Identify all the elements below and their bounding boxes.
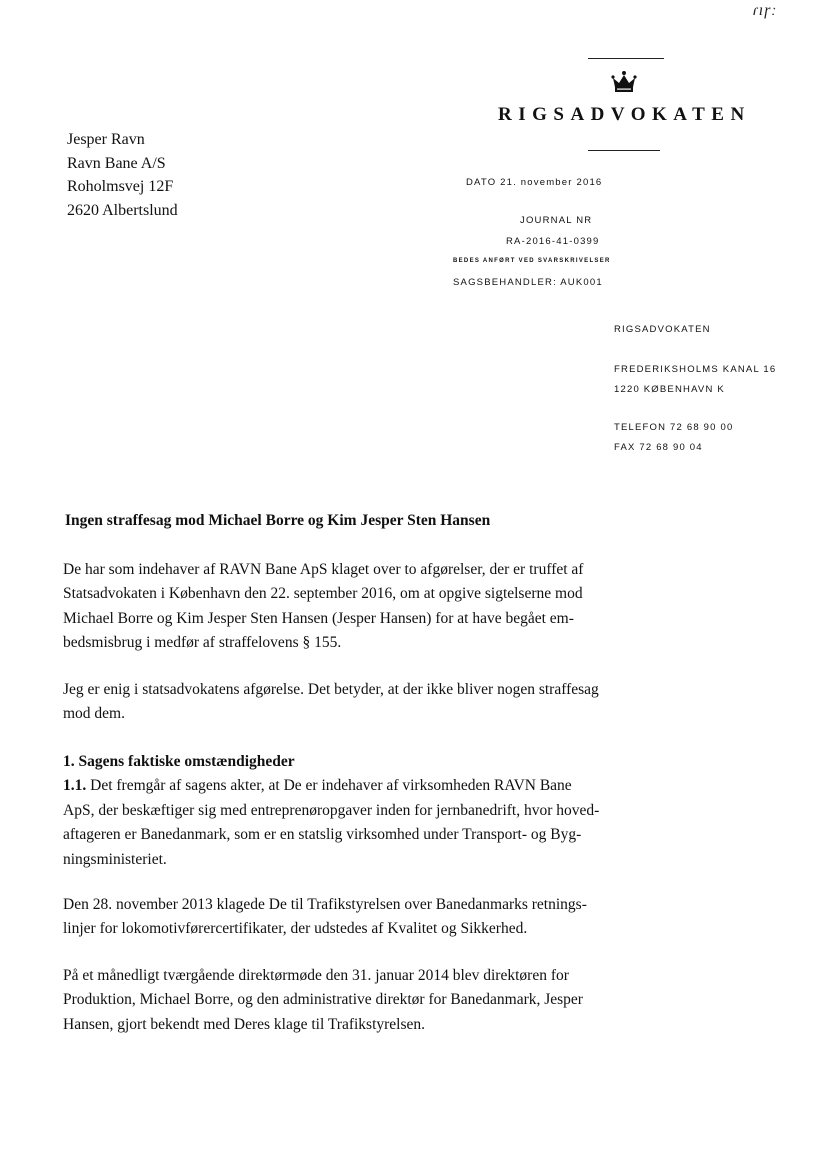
office-phone: TELEFON 72 68 90 00 [614, 422, 734, 433]
office-city: 1220 KØBENHAVN K [614, 384, 725, 395]
paragraph-meeting [63, 964, 598, 1037]
recipient-city: 2620 Albertslund [67, 201, 178, 219]
letter-date: DATO 21. november 2016 [466, 177, 603, 188]
paragraph-complaint [63, 558, 598, 656]
journal-number: RA-2016-41-0399 [506, 236, 600, 247]
letterhead-rule-top [588, 58, 664, 59]
office-fax: FAX 72 68 90 04 [614, 442, 703, 453]
letter-subject: Ingen straffesag mod Michael Borre og Kim Jesper Sten Hansen [65, 512, 491, 529]
recipient-street: Roholmsvej 12F [67, 178, 174, 195]
office-name: RIGSADVOKATEN [614, 324, 711, 335]
paragraph-line: Statsadvokaten i København den 22. september 2016, om at opgive sigtelserne mod [63, 585, 583, 603]
paragraph-line: bedsmisbrug i medfør af straffelovens § 155. [63, 634, 342, 652]
recipient-name: Jesper Ravn [67, 131, 145, 148]
letterhead-brand: RIGSADVOKATEN [498, 104, 751, 125]
section-number: 1.1. [63, 777, 87, 795]
crown-icon [610, 70, 638, 94]
paragraph-decision [63, 678, 598, 727]
paragraph-line: Jeg er enig i statsadvokatens afgørelse. Det betyder, at der ikke bliver nogen straffesag [63, 681, 599, 698]
recipient-company: Ravn Bane A/S [67, 154, 166, 172]
paragraph-line-text: Det fremgår af sagens akter, at De er indehaver af virksomheden RAVN Bane [86, 777, 572, 795]
journal-label: JOURNAL NR [520, 215, 593, 226]
recipient-address [67, 128, 178, 222]
paragraph-complaint-traffic [63, 893, 598, 942]
paragraph-line: ningsministeriet. [63, 850, 167, 868]
paragraph-line: ApS, der beskæftiger sig med entreprenøropgaver inden for jernbanedrift, hvor hoved- [63, 801, 600, 819]
office-street: FREDERIKSHOLMS KANAL 16 [614, 364, 777, 375]
paragraph-line: aftageren er Banedanmark, som er en statslig virksomhed under Transport- og Byg- [63, 826, 582, 844]
letterhead-rule-bottom [588, 150, 660, 151]
section-heading: 1. Sagens faktiske omstændigheder [63, 753, 295, 770]
paragraph-line: mod dem. [63, 705, 125, 723]
paragraph-line: Michael Borre og Kim Jesper Sten Hansen (Jesper Hansen) for at have begået em- [63, 609, 574, 627]
journal-note: BEDES ANFØRT VED SVARSKRIVELSER [453, 258, 611, 264]
section-facts [63, 750, 598, 872]
paragraph-line [63, 774, 598, 798]
paragraph-line: linjer for lokomotivførercertifikater, der udstedes af Kvalitet og Sikkerhed. [63, 920, 528, 938]
paragraph-line: Den 28. november 2013 klagede De til Trafikstyrelsen over Banedanmarks retnings- [63, 896, 587, 913]
paragraph-line: De har som indehaver af RAVN Bane ApS klaget over to afgørelser, der er truffet af [63, 561, 584, 578]
handwritten-page-mark: ɾıɼː [752, 2, 777, 19]
paragraph-line: På et månedligt tværgående direktørmøde den 31. januar 2014 blev direktøren for [63, 967, 569, 984]
case-handler: SAGSBEHANDLER: AUK001 [453, 277, 603, 288]
paragraph-line: Hansen, gjort bekendt med Deres klage til Trafikstyrelsen. [63, 1015, 426, 1033]
paragraph-line: Produktion, Michael Borre, og den administrative direktør for Banedanmark, Jesper [63, 991, 583, 1009]
